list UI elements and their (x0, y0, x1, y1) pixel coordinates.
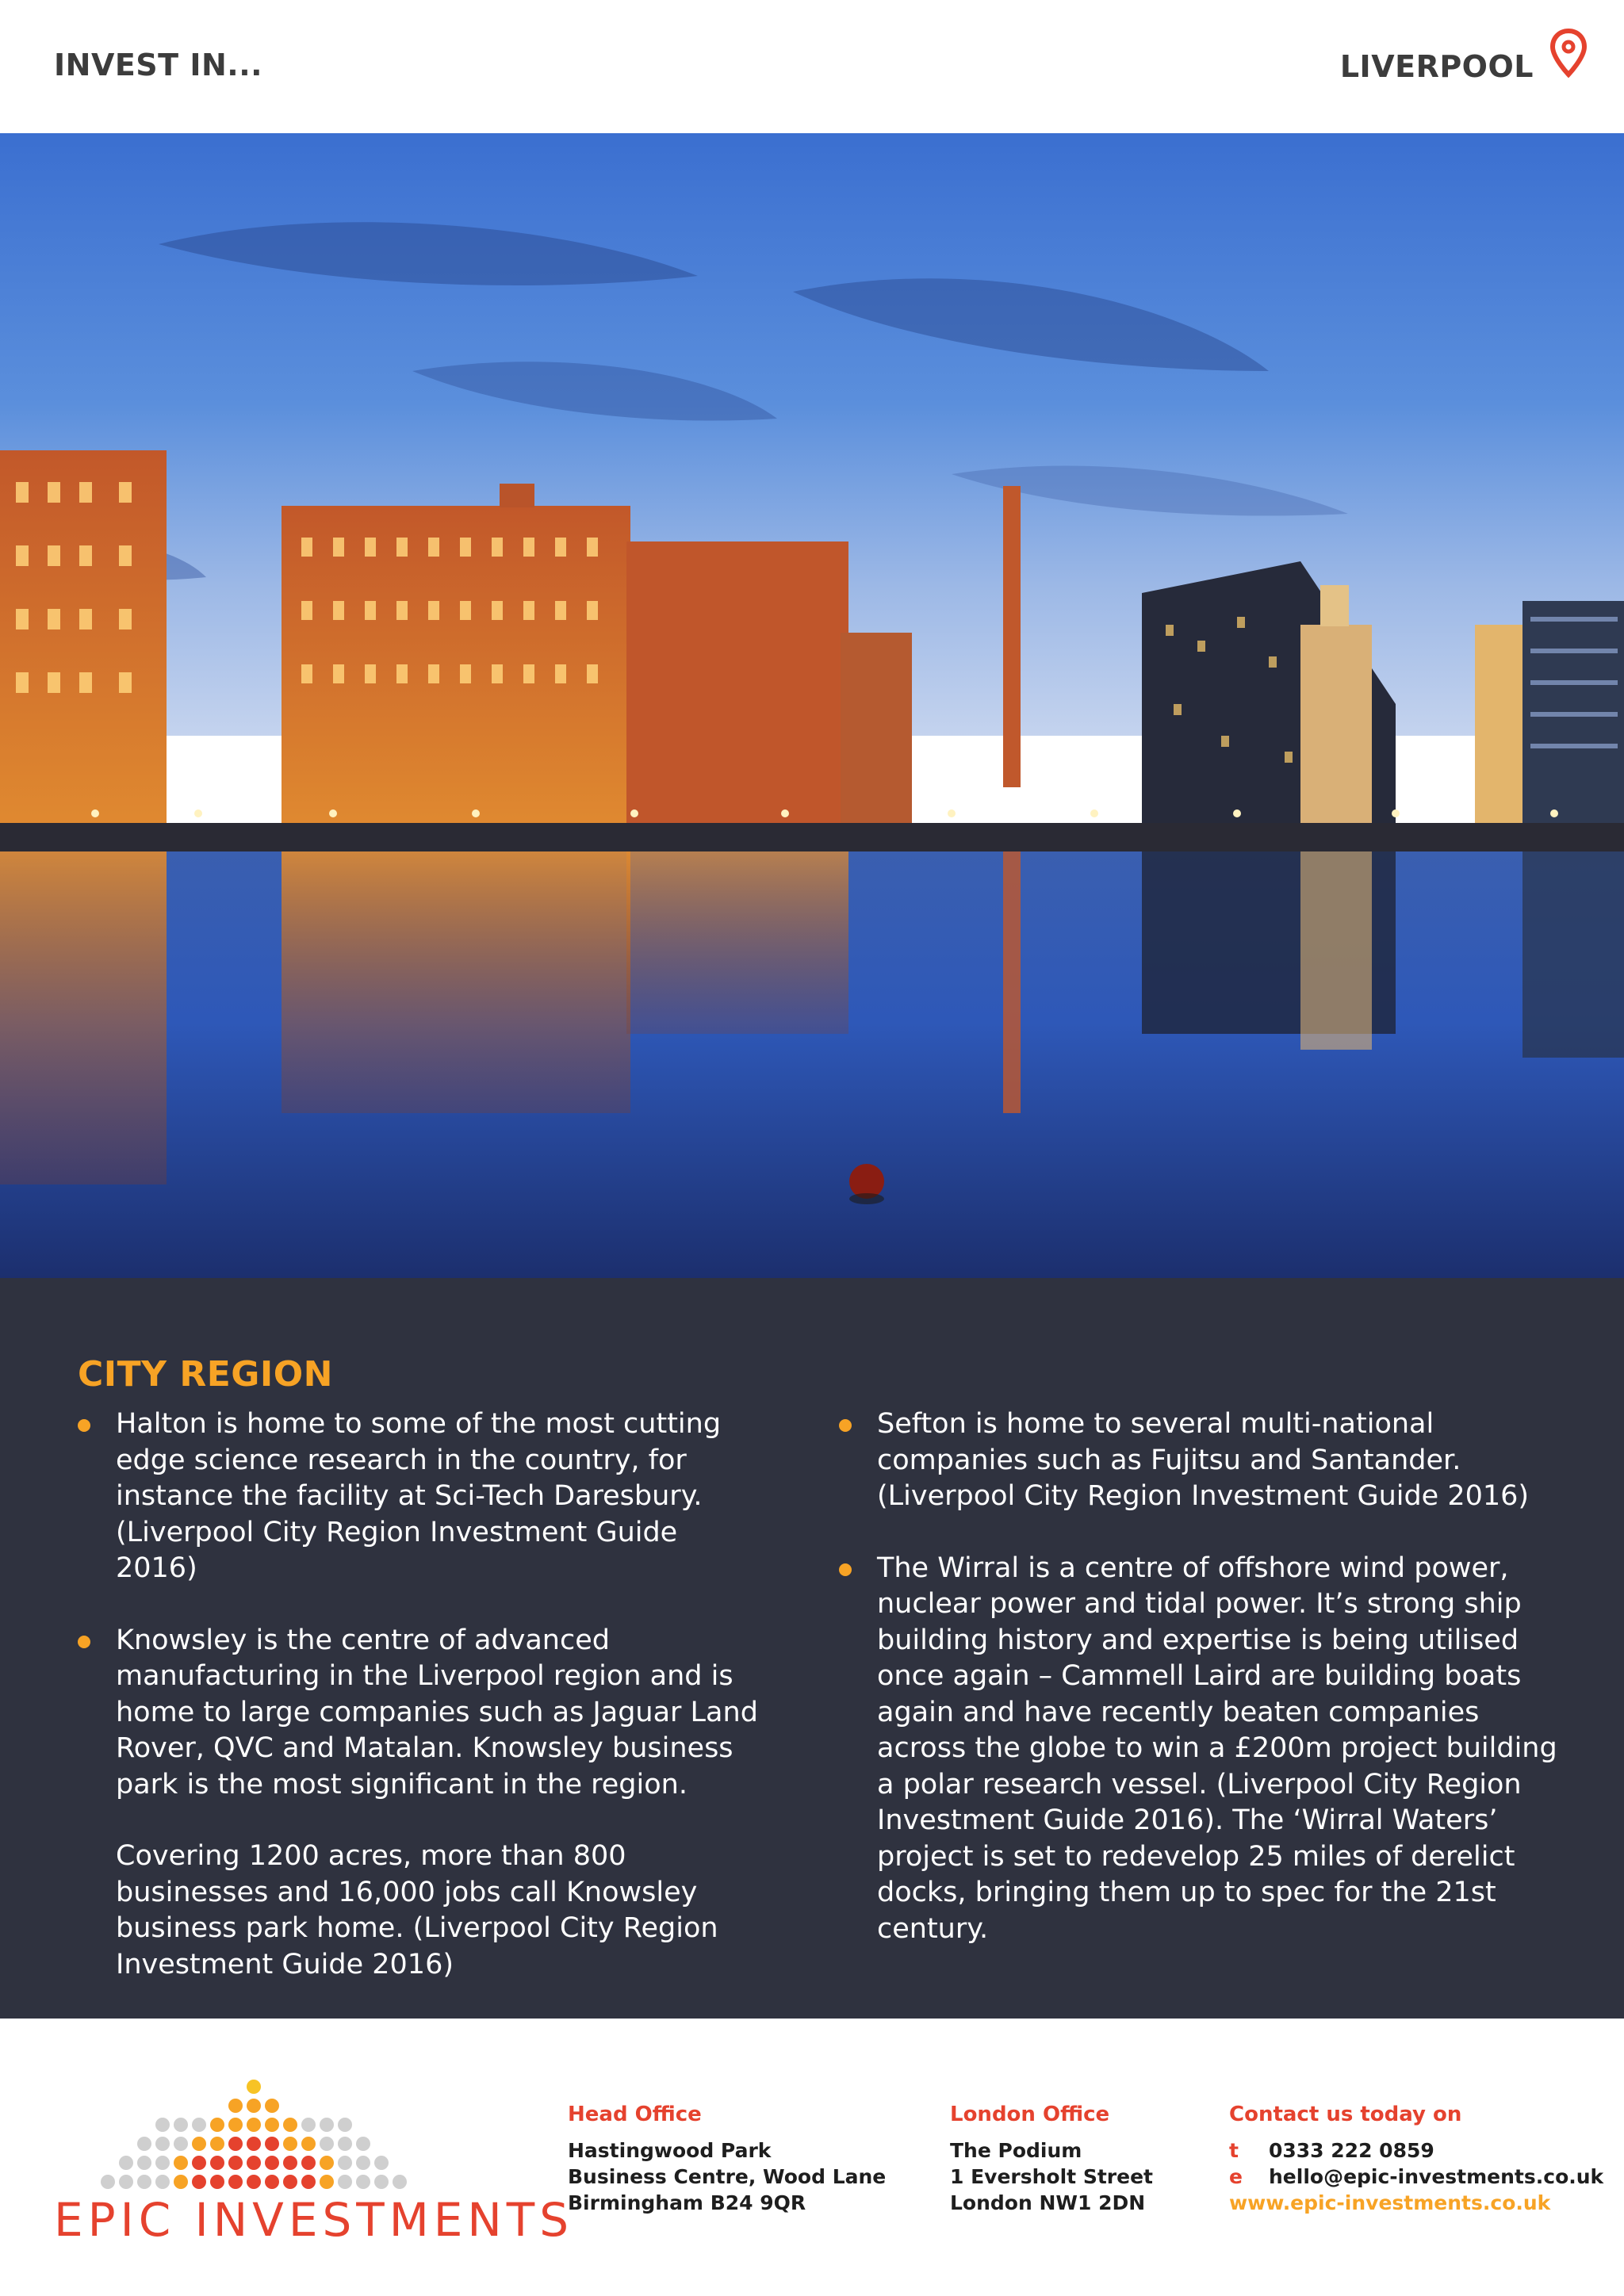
contact-title: Contact us today on (1229, 2103, 1462, 2126)
logo-dot (174, 2175, 188, 2189)
bullet-text: Halton is home to some of the most cutting edge science research in the country, for instance the facility at Sci-Tech Daresbury. (Liverpool City Region Investment Guide 2016) (116, 1408, 722, 1584)
logo-dot (356, 2137, 370, 2151)
page-footer (0, 2019, 1624, 2296)
logo-dot (192, 2156, 206, 2170)
email-link[interactable]: hello@epic-investments.co.uk (1269, 2165, 1604, 2188)
logo-dot (247, 2118, 261, 2132)
logo-dot (356, 2175, 370, 2189)
logo-dot (338, 2156, 352, 2170)
logo-dot (320, 2156, 334, 2170)
contact-block (1229, 2103, 1603, 2216)
logo-dot (301, 2137, 316, 2151)
logo-dot (174, 2118, 188, 2132)
header-city-name: LIVERPOOL (1339, 49, 1534, 84)
logo-dot (228, 2137, 243, 2151)
bullet-knowsley (76, 1623, 766, 1984)
logo-dot (228, 2156, 243, 2170)
london-office-line: London NW1 2DN (950, 2191, 1146, 2214)
logo-dot (247, 2156, 261, 2170)
location-pin-icon (1549, 29, 1588, 79)
logo-dot (174, 2156, 188, 2170)
logo-dot (265, 2099, 279, 2113)
bullet-dot-icon (78, 1419, 90, 1432)
logo-dot (320, 2137, 334, 2151)
logo-dot (210, 2156, 224, 2170)
logo-dot (155, 2137, 170, 2151)
bullet-dot-icon (78, 1636, 90, 1648)
logo-dot (301, 2118, 316, 2132)
logo-dot (283, 2118, 297, 2132)
london-office-line: The Podium (950, 2139, 1082, 2162)
bullet-text: Knowsley is the centre of advanced manufacturing in the Liverpool region and is home to large companies such as Jaguar Land Rover, QVC and Matalan. Knowsley business park is the most significant in the region. (116, 1624, 758, 1800)
right-column (837, 1406, 1567, 1983)
logo-dot (247, 2137, 261, 2151)
logo-dot (374, 2175, 389, 2189)
logo-dot (356, 2156, 370, 2170)
logo-dot (393, 2175, 407, 2189)
left-column (76, 1406, 766, 2019)
logo-dot (283, 2137, 297, 2151)
logo-dot (155, 2118, 170, 2132)
head-office-line: Hastingwood Park (568, 2139, 772, 2162)
logo-dot (265, 2175, 279, 2189)
logo-dot (155, 2156, 170, 2170)
logo-dot (228, 2175, 243, 2189)
email-prefix: e (1229, 2165, 1243, 2188)
bullet-dot-icon (839, 1563, 852, 1576)
logo-dot (265, 2156, 279, 2170)
bullet-text: The Wirral is a centre of offshore wind power, nuclear power and tidal power. It’s strong ship building history and expertise is being utilised once again – Cammell Laird are building boats again and have recently beaten companies across the globe to win a £200m project building a polar research vessel. (Liverpool City Region Investment Guide 2016). The ‘Wirral Waters’ project is set to redevelop 25 miles of derelict docks, bringing them up to spec for the 21st century. (877, 1552, 1557, 1945)
logo-dot (247, 2175, 261, 2189)
logo-dot (338, 2118, 352, 2132)
logo-dot (137, 2175, 151, 2189)
logo-dot (210, 2175, 224, 2189)
logo-dot (301, 2175, 316, 2189)
logo-dot (338, 2175, 352, 2189)
brand-name: EPIC INVESTMENTS (54, 2193, 574, 2247)
logo-dot (320, 2175, 334, 2189)
website-link[interactable]: www.epic-investments.co.uk (1229, 2191, 1551, 2214)
logo-dot (265, 2137, 279, 2151)
phone-number[interactable]: 0333 222 0859 (1269, 2139, 1434, 2162)
city-region-heading: CITY REGION (78, 1354, 334, 1395)
logo-dot (338, 2137, 352, 2151)
logo-dot (174, 2137, 188, 2151)
logo-dot (210, 2118, 224, 2132)
logo-dot (265, 2118, 279, 2132)
london-office-title: London Office (950, 2103, 1110, 2126)
london-office-line: 1 Eversholt Street (950, 2165, 1153, 2188)
logo-dot (210, 2137, 224, 2151)
hero-illustration (0, 133, 1624, 1278)
head-office-title: Head Office (568, 2103, 702, 2126)
phone-prefix: t (1229, 2139, 1239, 2162)
bullet-halton (76, 1406, 766, 1587)
contact-email-line (1229, 2164, 1603, 2190)
logo-dot (374, 2156, 389, 2170)
logo-dot (228, 2118, 243, 2132)
bullet-text: Sefton is home to several multi-national companies such as Fujitsu and Santander. (Liverpool City Region Investment Guide 2016) (877, 1408, 1530, 1512)
header-invest-in: INVEST IN... (54, 48, 263, 82)
logo-dot (283, 2175, 297, 2189)
logo-dot (119, 2175, 133, 2189)
logo-dot (192, 2175, 206, 2189)
logo-dot (192, 2118, 206, 2132)
bullet-wirral (837, 1551, 1567, 1948)
head-office-line: Business Centre, Wood Lane (568, 2165, 887, 2188)
head-office-block (568, 2103, 886, 2216)
contact-phone-line (1229, 2137, 1603, 2164)
logo-dot (228, 2099, 243, 2113)
logo-dot (247, 2099, 261, 2113)
head-office-line: Birmingham B24 9QR (568, 2191, 806, 2214)
logo-dot (137, 2137, 151, 2151)
logo-dot (192, 2137, 206, 2151)
logo-dot (119, 2156, 133, 2170)
bullet-dot-icon (839, 1419, 852, 1432)
logo-dot (301, 2156, 316, 2170)
bullet-sefton (837, 1406, 1567, 1515)
page-header (0, 0, 1624, 133)
logo-dot (320, 2118, 334, 2132)
city-region-panel (0, 1278, 1624, 2019)
logo-dot (137, 2156, 151, 2170)
logo-dot (247, 2080, 261, 2094)
logo-dot (101, 2175, 115, 2189)
logo-dot (155, 2175, 170, 2189)
bullet-text-continued: Covering 1200 acres, more than 800 businesses and 16,000 jobs call Knowsley business park home. (Liverpool City Region Investment Guide 2016) (116, 1840, 718, 1980)
hero-photo-liverpool-dock (0, 133, 1624, 1278)
london-office-block (950, 2103, 1153, 2216)
logo-dot (283, 2156, 297, 2170)
